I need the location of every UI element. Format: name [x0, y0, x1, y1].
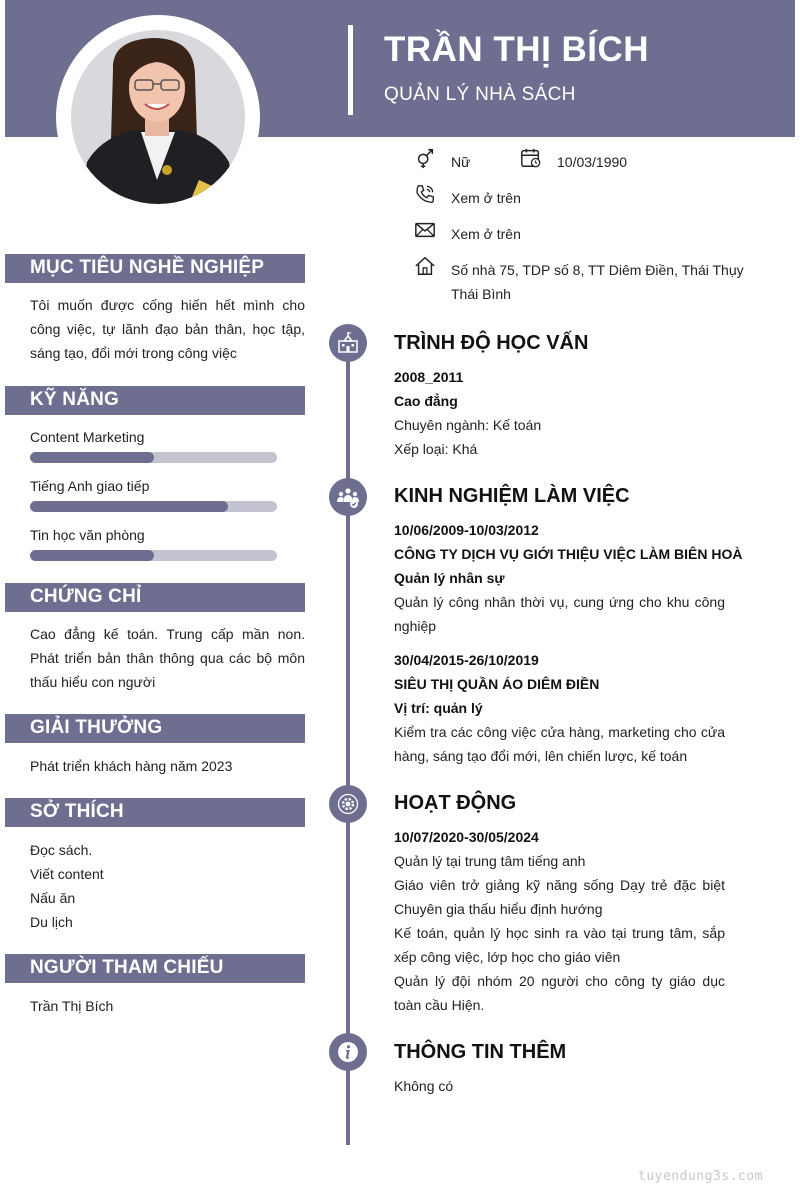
- gender-icon: [414, 147, 436, 169]
- additional-title: THÔNG TIN THÊM: [394, 1041, 567, 1063]
- hobby-item: Viết content: [30, 866, 104, 882]
- education-rank: Xếp loại: Khá: [394, 441, 478, 457]
- additional-text: Không có: [394, 1078, 454, 1094]
- info-icon: [336, 1040, 360, 1064]
- activity-item: Quản lý đội nhóm 20 người cho công ty giáo dục toàn cầu Hiện.: [394, 973, 725, 1013]
- experience-title: KINH NGHIỆM LÀM VIỆC: [394, 485, 630, 507]
- house-icon: [414, 255, 436, 277]
- objective-title: MỤC TIÊU NGHỀ NGHIỆP: [30, 257, 265, 278]
- skills-title: KỸ NĂNG: [30, 389, 120, 410]
- awards-title: GIẢI THƯỞNG: [30, 717, 163, 738]
- education-node: [329, 324, 367, 362]
- phone-value: Xem ở trên: [451, 190, 521, 206]
- certificates-header: [5, 583, 305, 612]
- contact-birthday: [520, 147, 700, 171]
- references-text: Trần Thị Bích: [30, 998, 114, 1014]
- awards-text: Phát triển khách hàng năm 2023: [30, 758, 233, 774]
- profile-photo: [71, 30, 245, 204]
- email-value: Xem ở trên: [451, 226, 521, 242]
- job-description: Kiểm tra các công việc cửa hàng, marketing cho cửa hàng, sáng tạo đổi mới, lên chiến lược, kế toán: [394, 724, 725, 764]
- skill-bar: [30, 452, 277, 463]
- objective-header: [5, 254, 305, 283]
- activities-period: 10/07/2020-30/05/2024: [394, 829, 539, 845]
- hobbies-header: [5, 798, 305, 827]
- references-title: NGƯỜI THAM CHIẾU: [30, 957, 224, 978]
- activities-node: [329, 785, 367, 823]
- hobby-item: Đọc sách.: [30, 842, 93, 858]
- skill-bar: [30, 550, 277, 561]
- candidate-name: TRẦN THỊ BÍCH: [384, 30, 650, 69]
- gender-value: Nữ: [451, 154, 471, 170]
- phone-icon: [414, 183, 436, 205]
- experience-node: [329, 478, 367, 516]
- contact-address: [414, 255, 774, 305]
- header-divider: [348, 25, 353, 115]
- birthday-value: 10/03/1990: [557, 154, 628, 170]
- team-icon: [336, 485, 360, 509]
- address-value: Số nhà 75, TDP số 8, TT Diêm Điền, Thái Thụy Thái Bình: [451, 262, 744, 302]
- hobbies-title: SỞ THÍCH: [30, 801, 124, 822]
- job-title: QUẢN LÝ NHÀ SÁCH: [384, 84, 576, 105]
- skills-header: [5, 386, 305, 415]
- education-title: TRÌNH ĐỘ HỌC VẤN: [394, 332, 589, 354]
- skill-bar-fill: [30, 452, 154, 463]
- job-period: 30/04/2015-26/10/2019: [394, 652, 539, 668]
- skill-bar-fill: [30, 501, 228, 512]
- additional-node: [329, 1033, 367, 1071]
- certificates-title: CHỨNG CHỈ: [30, 586, 142, 607]
- activity-item: Giáo viên trở giảng kỹ năng sống Dạy trẻ đặc biệt Chuyên gia thấu hiểu định hướng: [394, 877, 725, 917]
- job-company: SIÊU THỊ QUẦN ÁO DIÊM ĐIỀN: [394, 676, 600, 692]
- job-description: Quản lý công nhân thời vụ, cung ứng cho khu công nghiệp: [394, 594, 725, 634]
- contact-email: [414, 219, 774, 243]
- skill-label: Tin học văn phòng: [30, 527, 145, 543]
- references-header: [5, 954, 305, 983]
- job-company: CÔNG TY DỊCH VỤ GIỚI THIỆU VIỆC LÀM BIÊN HOÀ: [394, 546, 743, 562]
- activity-item: Kế toán, quản lý học sinh ra vào tại trung tâm, sắp xếp công việc, lớp học cho giáo viên: [394, 925, 725, 965]
- hobby-item: Du lịch: [30, 914, 73, 930]
- awards-header: [5, 714, 305, 743]
- skill-bar-fill: [30, 550, 154, 561]
- job-position: Vị trí: quản lý: [394, 700, 483, 716]
- activities-title: HOẠT ĐỘNG: [394, 792, 517, 814]
- skill-label: Tiếng Anh giao tiếp: [30, 478, 150, 494]
- job-period: 10/06/2009-10/03/2012: [394, 522, 539, 538]
- timeline-line: [346, 340, 350, 1145]
- certificates-text: Cao đẳng kế toán. Trung cấp mần non. Phát triển bản thân thông qua các bộ môn thấu hiểu con người: [30, 626, 305, 690]
- skill-bar: [30, 501, 277, 512]
- objective-text: Tôi muốn được cống hiến hết mình cho công việc, tự lãnh đạo bản thân, học tập, sáng tạo, đổi mới trong công việc: [30, 297, 305, 361]
- education-degree: Cao đẳng: [394, 393, 458, 409]
- contact-phone: [414, 183, 774, 207]
- school-icon: [336, 331, 360, 355]
- hobby-item: Nấu ăn: [30, 890, 76, 906]
- skill-label: Content Marketing: [30, 429, 145, 445]
- watermark: tuyendung3s.com: [638, 1169, 763, 1184]
- envelope-icon: [414, 219, 436, 241]
- education-period: 2008_2011: [394, 369, 464, 385]
- gear-icon: [336, 792, 360, 816]
- education-major: Chuyên ngành: Kế toán: [394, 417, 542, 433]
- calendar-icon: [520, 147, 542, 169]
- activity-item: Quản lý tại trung tâm tiếng anh: [394, 853, 586, 869]
- job-position: Quản lý nhân sự: [394, 570, 505, 586]
